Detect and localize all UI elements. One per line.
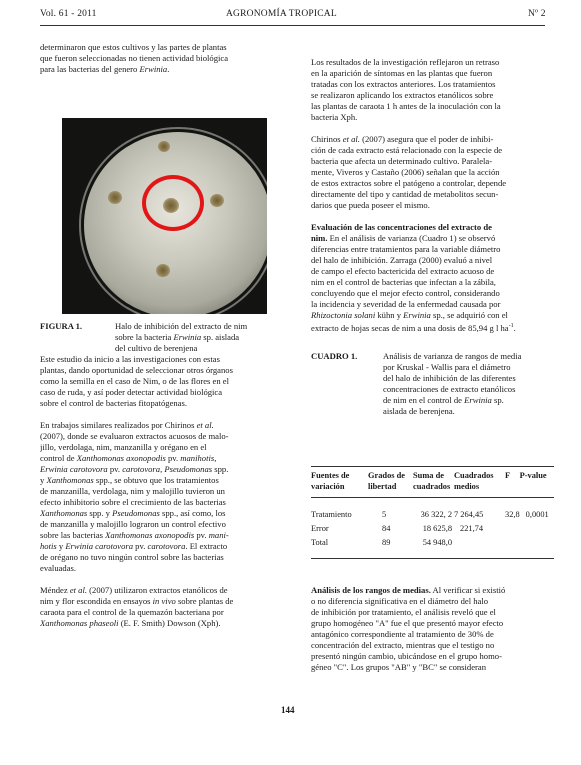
table-cell: 7 264,45 <box>454 510 484 519</box>
table-cell: 36 322, 2 <box>420 510 452 519</box>
table-cell: 221,74 <box>460 524 484 533</box>
header-volume: Vol. 61 - 2011 <box>40 9 97 19</box>
table-cell: Tratamiento <box>311 510 352 519</box>
table-cell <box>505 537 520 551</box>
table-header-row <box>311 481 549 492</box>
table-header-rule <box>311 497 554 498</box>
anova-table <box>311 470 556 551</box>
colony <box>108 191 122 204</box>
table-row <box>311 523 549 537</box>
table-bottom-rule <box>311 558 554 559</box>
table-cell: Error <box>311 524 329 533</box>
table-header-cell: Cuadrados <box>454 471 494 480</box>
figure-caption-line: del cultivo de berenjena <box>115 343 198 353</box>
table-cell <box>520 523 549 537</box>
figure-label: FIGURA 1. <box>40 321 83 331</box>
header-number: Nº 2 <box>528 9 546 19</box>
table-header-cell <box>505 481 520 492</box>
table-caption-line: Análisis de varianza de rangos de media <box>383 351 522 361</box>
colony <box>158 141 170 152</box>
figure-caption-line: sobre la bacteria Erwinia sp. aislada <box>115 332 240 342</box>
left-paragraph-top: determinaron que estos cultivos y las partes de plantas que fueron seleccionadas no tienen actividad biológica para las bacterias del genero Erwinia. <box>40 42 229 74</box>
colony <box>156 264 170 277</box>
header-rule <box>40 25 545 26</box>
table-cell: Total <box>311 538 329 547</box>
right-column-bottom: Análisis de los rangos de medias. Al verificar si existió o no diferencia significativa en el diámetro del halo de inhibición por tratamiento, el análisis reveló que el grupo homogéneo "A" fue el que presentó mayor efecto antagónico correspondiente al tratamiento de 30% de concentración del extracto, mientras que el testigo no presentó ningún cambio, ubicándose en el grupo homo- géneo "C". Los grupos "AB" y "BC" se consideran <box>311 585 506 672</box>
table-cell: 18 625,8 <box>422 524 452 533</box>
table-caption-line: por Kruskal - Wallis para el diámetro <box>383 362 511 372</box>
table-caption-line: del halo de inhibición de las diferentes <box>383 373 516 383</box>
table-header-cell: libertad <box>368 482 397 491</box>
table-header-cell: Grados de <box>368 471 405 480</box>
colony <box>210 194 224 207</box>
table-cell: 84 <box>382 524 391 533</box>
table-cell: 5 <box>382 510 387 519</box>
table-caption-line: de nim en el control de Erwinia sp. <box>383 395 504 405</box>
table-cell <box>520 537 549 551</box>
table-header-cell: P-value <box>519 471 547 480</box>
table-caption-line: concentraciones de extracto etanólicos <box>383 384 516 394</box>
page-number: 144 <box>281 705 295 715</box>
table-header-cell <box>520 481 549 492</box>
table-row <box>311 509 549 523</box>
table-cell: 32,8 <box>505 510 520 519</box>
left-column-body: Este estudio da inicio a las investigaciones con estas plantas, dando oportunidad de seleccionar otros órganos como la semilla en el caso de Nim, o de las flores en el caso de ruda, y así poder detectar actividad biológica sobre el control de bacterias fitopatógenas. En trabajos similares realizados por Chirinos et al. (2007), donde se evaluaron extractos acuosos de malo- jillo, verdolaga, nim, manzanilla y orégano en el control de Xanthomonas axonopodis pv. manihotis, Erwinia carotovora pv. carotovora, Pseudomonas spp. y Xanthomonas spp., se obtuvo que los tratamientos de manzanilla, verdolaga, nim y malojillo tuvieron un efecto inhibitorio sobre el crecimiento de las bacterias Xanthomonas spp. y Pseudomonas spp., así como, los de manzanilla y malojillo lograron un control efectivo sobre las bacterias Xanthomonas axonopodis pv. mani- hotis y Erwinia carotovora pv. carotovora. El extracto de orégano no tuvo ningún control sobre las bacterias evaluadas. Méndez et al. (2007) utilizaron extractos etanólicos de nim y flor escondida en ensayos in vivo sobre plantas de caraota para el control de la quemazón bacteriana por Xanthomonas phaseoli (E. F. Smith) Dowson (Xph). <box>40 354 234 628</box>
table-header-cell: medios <box>454 482 480 491</box>
table-cell: 0,0001 <box>525 510 549 519</box>
table-cell: 89 <box>382 538 391 547</box>
table-header-cell: Fuentes de <box>311 471 350 480</box>
table-cell <box>454 537 505 551</box>
table-top-rule <box>311 466 554 467</box>
table-header-cell: F <box>505 471 511 480</box>
table-cell <box>505 523 520 537</box>
table-cell: 54 948,0 <box>422 538 452 547</box>
table-header-cell: cuadrados <box>413 482 451 491</box>
figure-caption-line: Halo de inhibición del extracto de nim <box>115 321 248 331</box>
right-column-body: Los resultados de la investigación reflejaron un retraso en la aparición de síntomas en las plantas que fueron tratadas con los extractos anteriores. Los tratamientos se realizaron aplicando los extractos etanólicos sobre las plantas de caraota 1 h antes de la inoculación con la bacteria Xph. Chirinos et al. (2007) asegura que el poder de inhibi- ción de cada extracto está relacionado con la especie de bacteria que afecta un determinado cultivo. Paralela- mente, Viveros y Castaño (2006) señalan que la acción de estos extractos sobre el patógeno a controlar, depende directamente del tipo y cantidad de metabolitos secun- darios que pueda poseer el mismo. Evaluación de las concentraciones del extracto de nim. En el análisis de varianza (Cuadro 1) se observó diferencias entre tratamientos para la variable diámetro del halo de inhibición. Zarraga (2000) evaluó a nivel de campo el efecto bactericida del extracto acuoso de nim en el control de bacterias que infectan a la zábila, concluyendo que el mejor efecto control, considerando la incidencia y severidad de la enfermedad causada por Rhizoctonia solani kühn y Erwinia sp., se adquirió con el extracto de hojas secas de nim a una dosis de 85,94 g l $ha^{-1}$. <box>311 57 516 333</box>
inhibition-halo-marker <box>142 175 204 231</box>
table-label: CUADRO 1. <box>311 351 358 361</box>
table-caption-line: aislada de berenjena. <box>383 406 455 416</box>
table-header-cell: Suma de <box>413 471 444 480</box>
header-journal: AGRONOMÍA TROPICAL <box>226 9 337 19</box>
table-header-cell: variación <box>311 482 345 491</box>
table-row <box>311 537 549 551</box>
table-header-row <box>311 470 549 481</box>
petri-dish-photo <box>62 118 267 314</box>
